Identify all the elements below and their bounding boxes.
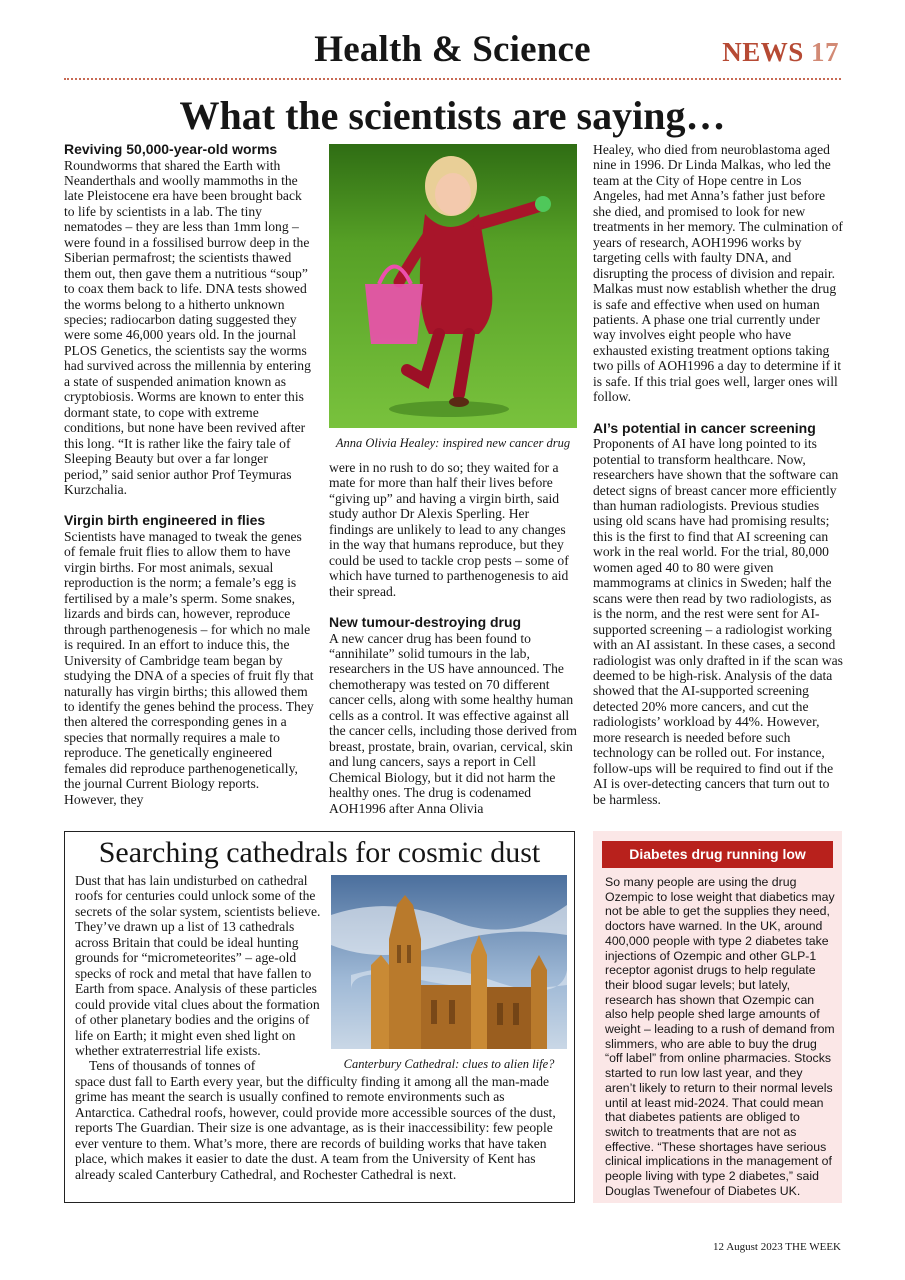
cathedral-box-title: Searching cathedrals for cosmic dust — [98, 836, 541, 869]
cathedral-paragraph-1: Dust that has lain undisturbed on cathedral roofs for centuries could unlock some of the secrets of the solar system, scientists believe. They’ve drawn up a list of 13 cathedrals across Britain that could be ideal hunting grounds for “micrometeorites” – age-old specks of rock and metal that have fallen to Earth from space. Analysis of these particles could provide vital clues about the formation of other planetary bodies and the origins of life on Earth; it might even shed light on whether extraterrestrial life exists. — [75, 873, 321, 1058]
footer-publication: THE WEEK — [785, 1241, 841, 1253]
footer-date: 12 August 2023 — [713, 1241, 783, 1253]
diabetes-body: So many people are using the drug Ozempic to lose weight that diabetics may not be able to get the supplies they need, doctors have warned. In the UK, around 400,000 people with type 2 diabetes take injections of Ozempic and other GLP-1 receptor agonist drugs to help regulate their blood sugar levels; but lately, research has shown that Ozempic can also help people shed large amounts of weight – leading to a rush of demand from slimmers, who are able to buy the drug “off label” from online pharmacies. Stocks started to run low last year, and they aren’t likely to return to their normal levels until at least mid-2024. That could mean that diabetes patients are obliged to switch to treatments that are not as effective. “These shortages have serious clinical implications in the management of people living with type 2 diabetes,” said Douglas Twenefour of Diabetes UK. — [605, 875, 835, 1198]
tumour-drug-body: A new cancer drug has been found to “annihilate” solid tumours in the lab, researchers in the US have announced. The chemotherapy was tested on 70 different cancer cells, along with some healthy human cells as a control. It was effective against all the cancer cells, including those derived from breast, prostate, brain, ovarian, cervical, skin and lung cancers, says a report in Cell Chemical Biology, but it did not harm the healthy ones. The drug is codenamed AOH1996 after Anna Olivia — [329, 630, 577, 816]
anna-healey-photo — [329, 144, 577, 428]
diabetes-heading: Diabetes drug running low — [602, 841, 833, 868]
news-label: NEWS — [722, 37, 804, 67]
virgin-birth-heading: Virgin birth engineered in flies — [64, 512, 266, 529]
header-divider — [64, 78, 841, 80]
worms-heading: Reviving 50,000-year-old worms — [64, 141, 278, 157]
ai-screening-body: Proponents of AI have long pointed to its potential to transform healthcare. Now, researchers have shown that the software can detect signs of breast cancer more efficiently than human radiologists. Previous studies using old scans have had promising results; this is the first to find that AI screening can work in the real world. For the trial, 80,000 women aged 40 to 80 were given mammograms at clinics in Sweden; half the scans were then read by two radiologists, as is the norm, and the rest were sent for AI-supported screening – a radiologist working with an AI assistant. In these cases, a second radiologist was only drafted in if the scan was deemed to be high-risk. Analysis of the data showed that the AI-supported screening detected 20% more cancers, and cut the radiologists’ workload by 44%. However, more research is needed before such technology can be rolled out. For instance, follow-ups will be required to find out if the AI is over-detecting cancers that turn out to be harmless. — [593, 436, 843, 807]
ai-screening-heading: AI’s potential in cancer screening — [593, 419, 816, 436]
virgin-birth-body: Scientists have managed to tweak the genes of female fruit flies to allow them to have virgin births. For most animals, sexual reproduction is the norm; a female’s egg is fertilised by a male’s sperm. Some snakes, lizards and birds can, however, reproduce through parthenogenesis – for which no male is required. In an effort to induce this, the University of Cambridge team began by studying the DNA of a species of fruit fly that naturally has virgin births; this allowed them to identify the genes behind the process. They then altered the corresponding genes in a species that normally requires a male to reproduce. The genetically engineered females did reproduce parthenogenetically, the journal Current Biology reports. However, they — [64, 528, 314, 807]
cathedral-paragraph-2-rest: space dust fall to Earth every year, but the difficulty finding it among all the man-made grime has meant the search is usually confined to remote environments such as Antarctica. Cathedral roofs, however, could provide more accessible sources of the dust, reports The Guardian. Their size is one advantage, as is their inaccessibility: few people ever venture to them. What’s more, there are records of building works that have taken place, which makes it easier to date the dust. A team from the University of Kent has already scaled Canterbury Cathedral, and Rochester Cathedral is next. — [75, 1073, 556, 1182]
page-number: 17 — [811, 37, 839, 67]
column-3 — [593, 142, 843, 807]
tumour-drug-heading: New tumour-destroying drug — [329, 614, 522, 631]
cathedral-paragraph-2-line1: Tens of thousands of tonnes of — [89, 1058, 256, 1074]
page-headline: What the scientists are saying… — [179, 93, 726, 138]
girl-running-illustration — [329, 144, 577, 428]
cathedral-paragraph-2 — [75, 1058, 567, 1182]
page-footer — [713, 1241, 841, 1253]
news-page-label — [722, 37, 839, 68]
column-1 — [64, 142, 314, 807]
worms-body: Roundworms that shared the Earth with Neanderthals and woolly mammoths in the late Pleistocene era have been brought back to life by scientists in a lab. The tiny nematodes – they are less than 1mm long – were found in a fossilised burrow deep in the Siberian permafrost; the scientists thawed them out, then gave them a nutritious “soup” to coax them back to life. DNA tests showed the worms belong to a hitherto unknown species; radiocarbon dating suggested they were some 46,000 years old. In the journal PLOS Genetics, the scientists say the worms had survived across the millennia by entering a state of suspended animation known as cryptobiosis. Worms are known to enter this dormant state, to cope with extreme conditions, but none have been revived after this long. “It is rather like the fairy tale of Sleeping Beauty but over a far longer period,” said senior author Prof Teymuras Kurzchalia. — [64, 157, 311, 498]
tumour-drug-continued: Healey, who died from neuroblastoma aged nine in 1996. Dr Linda Malkas, who led the team at the City of Hope centre in Los Angeles, had met Anna’s father just before she died, and promised to look for new treatments in her memory. The culmination of years of research, AOH1996 works by targeting cells with faulty DNA, and disrupting the process of division and repair. Malkas must now establish whether the drug is safe and effective when used on human patients. A phase one trial currently under way involves eight people who have exhausted existing treatment options taking two pills of AOH1996 a day to determine if it is safe. If this trial goes well, larger ones will follow. — [593, 142, 843, 405]
cathedral-article — [75, 873, 567, 1182]
photo-caption-cathedral: Canterbury Cathedral: clues to alien life? — [343, 1057, 555, 1071]
virgin-birth-continued: were in no rush to do so; they waited for a mate for more than half their lives before “giving up” and having a virgin birth, said study author Dr Alexis Sperling. Her findings are unlikely to lead to any changes in the way that humans reproduce, but they could be used to tackle crop pests – some of which have turned to parthenogenesis to aid their spread. — [329, 460, 569, 599]
photo-caption-anna: Anna Olivia Healey: inspired new cancer drug — [335, 436, 571, 450]
column-2 — [329, 460, 577, 816]
section-title: Health & Science — [314, 29, 591, 70]
